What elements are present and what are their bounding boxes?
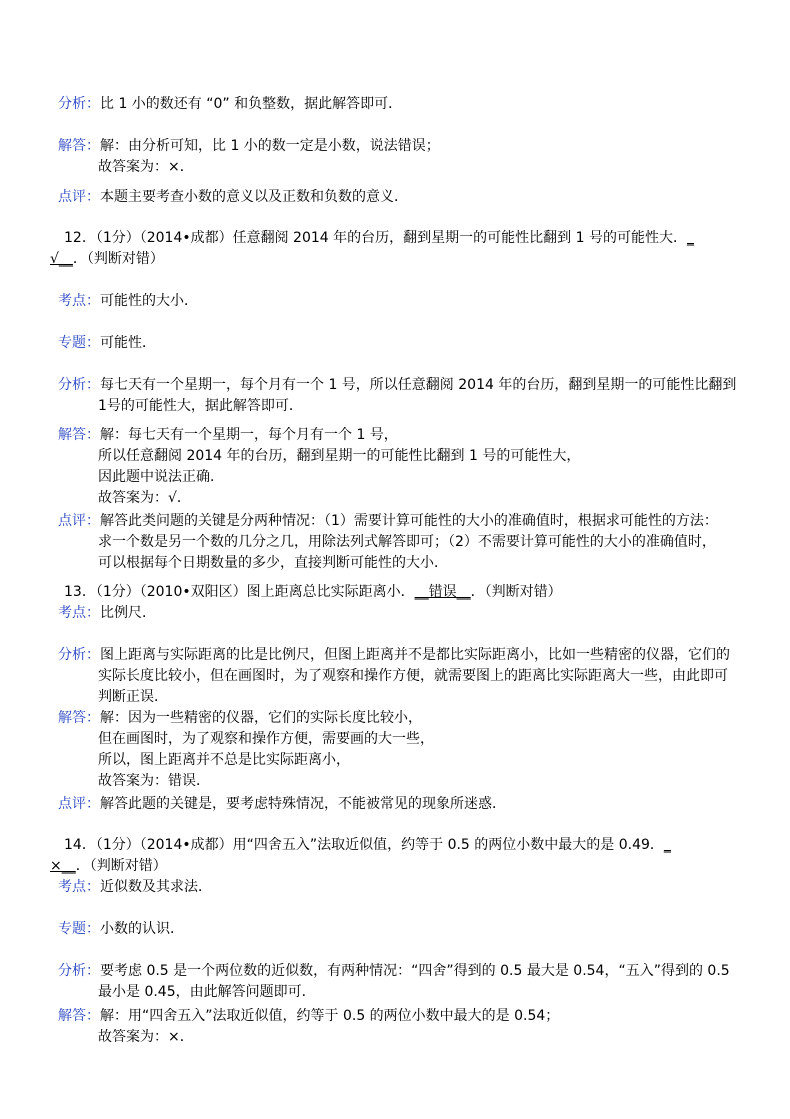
question-14-stem-line2: [50, 855, 167, 877]
kaodian-text: 近似数及其求法．: [100, 879, 212, 895]
answer-text: 所以任意翻阅 2014 年的台历，翻到星期一的可能性比翻到 1 号的可能性大，: [98, 448, 581, 464]
comment-row: [58, 186, 408, 208]
analysis-label: 分析：: [58, 963, 100, 979]
answer-text: 故答案为：错误．: [98, 773, 210, 789]
analysis-text: 要考虑 0.5 是一个两位数的近似数，有两种情况：“四舍”得到的 0.5 最大是 0.54，“五入”得到的 0.5: [100, 963, 730, 979]
answer-blank-start: _: [686, 230, 694, 246]
analysis-text: 图上距离与实际距离的比是比例尺，但图上距离并不是都比实际距离小，比如一些精密的仪器，它们的: [100, 647, 730, 663]
question-12-text: 12．（1分）（2014•成都）任意翻阅 2014 年的台历，翻到星期一的可能性比翻到 1 号的可能性大．: [64, 230, 687, 246]
comment-text: 解答此题的关键是，要考虑特殊情况，不能被常见的现象所迷惑．: [100, 796, 506, 812]
question-type-note: ．（判断对错）: [470, 584, 562, 600]
answer-blank: √__: [50, 251, 73, 267]
answer-label: 解答：: [58, 427, 100, 443]
zhuanti-label: 专题：: [58, 921, 100, 937]
answer-text: 解：每七天有一个星期一，每个月有一个 1 号，: [100, 427, 398, 443]
comment-label: 点评：: [58, 189, 100, 205]
kaodian-text: 可能性的大小．: [100, 293, 198, 309]
analysis-label: 分析：: [58, 647, 100, 663]
answer-text: 解：用“四舍五入”法取近似值，约等于 0.5 的两位小数中最大的是 0.54；: [100, 1008, 560, 1024]
answer-blank: __错误__: [414, 584, 471, 600]
question-12-stem: [64, 227, 694, 249]
kaodian-label: 考点：: [58, 293, 100, 309]
answer-row: [58, 707, 422, 729]
answer-label: 解答：: [58, 138, 100, 154]
zhuanti-row: [58, 918, 184, 940]
comment-label: 点评：: [58, 796, 100, 812]
answer-text: 故答案为：×．: [98, 1029, 194, 1045]
analysis-text: 每七天有一个星期一，每个月有一个 1 号，所以任意翻阅 2014 年的台历，翻到星期一的可能性比翻到: [100, 377, 737, 393]
comment-text: 求一个数是另一个数的几分之几，用除法列式解答即可；（2）不需要计算可能性的大小的准确值时，: [98, 534, 716, 550]
comment-text: 解答此类问题的关键是分两种情况：（1）需要计算可能性的大小的准确值时，根据求可能性的方法：: [100, 513, 718, 529]
kaodian-row: [58, 602, 156, 624]
answer-text: 解：由分析可知，比 1 小的数一定是小数，说法错误；: [100, 138, 440, 154]
answer-row: [58, 135, 440, 157]
answer-text: 解：因为一些精密的仪器，它们的实际长度比较小，: [100, 710, 422, 726]
answer-blank: ×__: [50, 858, 76, 874]
kaodian-row: [58, 876, 212, 898]
answer-text: 故答案为：√．: [98, 490, 191, 506]
question-type-note: ．（判断对错）: [75, 858, 167, 874]
answer-label: 解答：: [58, 1008, 100, 1024]
comment-text: 可以根据每个日期数量的多少，直接判断可能性的大小．: [98, 555, 448, 571]
comment-label: 点评：: [58, 513, 100, 529]
answer-blank-start: _: [663, 837, 671, 853]
comment-row: [58, 793, 506, 815]
analysis-text: 判断正误．: [98, 689, 168, 705]
analysis-label: 分析：: [58, 377, 100, 393]
answer-text: 因此题中说法正确．: [98, 469, 224, 485]
analysis-label: 分析：: [58, 96, 100, 112]
answer-text: 但在画图时，为了观察和操作方便，需要画的大一些，: [98, 731, 434, 747]
analysis-text: 最小是 0.45，由此解答问题即可．: [98, 984, 316, 1000]
zhuanti-text: 小数的认识．: [100, 921, 184, 937]
comment-text: 本题主要考查小数的意义以及正数和负数的意义．: [100, 189, 408, 205]
kaodian-label: 考点：: [58, 605, 100, 621]
analysis-row: [58, 644, 730, 666]
question-14-text: 14．（1分）（2014•成都）用“四舍五入”法取近似值，约等于 0.5 的两位小数中最大的是 0.49．: [64, 837, 664, 853]
analysis-text: 比 1 小的数还有 “0” 和负整数，据此解答即可．: [100, 96, 403, 112]
answer-label: 解答：: [58, 710, 100, 726]
question-12-stem-line2: [50, 248, 164, 270]
answer-row: [58, 1005, 559, 1027]
comment-row: [58, 510, 718, 532]
zhuanti-label: 专题：: [58, 335, 100, 351]
question-type-note: ．（判断对错）: [72, 251, 164, 267]
question-14-stem: [64, 834, 671, 856]
kaodian-row: [58, 290, 198, 312]
analysis-text: 1号的可能性大，据此解答即可．: [98, 398, 303, 414]
kaodian-label: 考点：: [58, 879, 100, 895]
kaodian-text: 比例尺．: [100, 605, 156, 621]
analysis-row: [58, 93, 402, 115]
zhuanti-text: 可能性．: [100, 335, 156, 351]
question-13-text: 13．（1分）（2010•双阳区）图上距离总比实际距离小．: [64, 584, 415, 600]
question-13-stem: [64, 581, 562, 603]
answer-text: 故答案为：×．: [98, 159, 194, 175]
analysis-row: [58, 374, 736, 396]
analysis-row: [58, 960, 730, 982]
answer-row: [58, 424, 398, 446]
analysis-text: 实际长度比较小，但在画图时，为了观察和操作方便，就需要图上的距离比实际距离大一些，由此即可: [98, 668, 728, 684]
zhuanti-row: [58, 332, 156, 354]
answer-text: 所以，图上距离并不总是比实际距离小，: [98, 752, 350, 768]
